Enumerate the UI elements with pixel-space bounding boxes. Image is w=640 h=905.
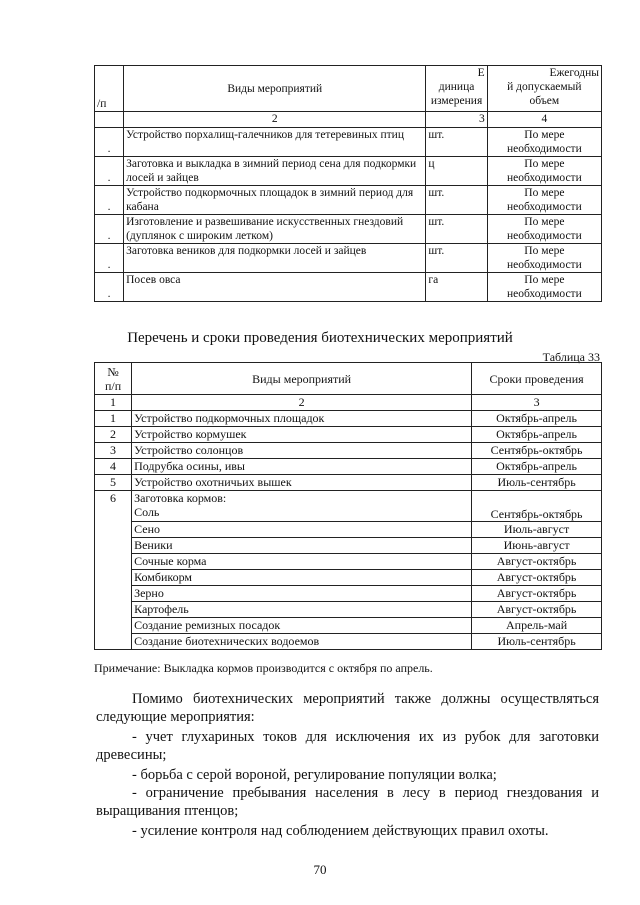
table-row: . Заготовка и выкладка в зимний период сена для подкормки лосей и зайцев ц По мере необходимости [95, 157, 602, 186]
table1-header-volume: Ежегодны й допускаемый объем [487, 66, 601, 112]
table-row: Сено Июль-август [95, 522, 602, 538]
table2-header-num: № п/п [95, 363, 132, 395]
table1-column-numbers: 2 3 4 [95, 112, 602, 128]
table-row: Веники Июнь-август [95, 538, 602, 554]
table-caption: Перечень и сроки проведения биотехнических мероприятий [127, 330, 513, 346]
table2-column-numbers: 1 2 3 [95, 395, 602, 411]
table-row: Создание ремизных посадок Апрель-май [95, 618, 602, 634]
table-row: 5 Устройство охотничьих вышек Июль-сентябрь [95, 475, 602, 491]
table2-header-row [95, 363, 602, 395]
table2-header-timing: Сроки проведения [472, 363, 602, 395]
table-row: 3 Устройство солонцов Сентябрь-октябрь [95, 443, 602, 459]
page-number: 70 [313, 862, 327, 877]
table-number: Таблица 33 [542, 350, 600, 364]
list-item: - учет глухариных токов для исключения их из рубок для заготовки древесины; [96, 729, 599, 763]
table-row: . Посев овса га По мере необходимости [95, 273, 602, 302]
activities-volume-table [94, 65, 602, 302]
table-row: . Заготовка веников для подкормки лосей и зайцев шт. По мере необходимости [95, 244, 602, 273]
list-item: - ограничение пребывания населения в лесу в период гнездования и выращивания птенцов; [96, 785, 599, 819]
table-row: . Устройство подкормочных площадок в зимний период для кабана шт. По мере необходимости [95, 186, 602, 215]
table-row: . Изготовление и развешивание искусственных гнездовий (дуплянок с широким летком) шт. По мере необходимости [95, 215, 602, 244]
table-row: Создание биотехнических водоемов Июль-сентябрь [95, 634, 602, 650]
table1-header-activity: Виды мероприятий [124, 66, 426, 112]
table-row: 1 Устройство подкормочных площадок Октябрь-апрель [95, 411, 602, 427]
table-row: Комбикорм Август-октябрь [95, 570, 602, 586]
table-note: Примечание: Выкладка кормов производится с октября по апрель. [94, 661, 433, 675]
table-row: 6 Заготовка кормов: Соль Сентябрь-октябрь [95, 491, 602, 522]
list-item: - усиление контроля над соблюдением действующих правил охоты. [132, 823, 549, 839]
table-row: 4 Подрубка осины, ивы Октябрь-апрель [95, 459, 602, 475]
table-row: Картофель Август-октябрь [95, 602, 602, 618]
body-paragraph: Помимо биотехнических мероприятий также должны осуществляться следующие мероприятия: [96, 691, 599, 725]
table-row: Зерно Август-октябрь [95, 586, 602, 602]
table1-header-row [95, 66, 602, 112]
table1-header-num: /п [95, 66, 124, 112]
table2-header-activity: Виды мероприятий [132, 363, 472, 395]
table-row: . Устройство порхалищ-галечников для тетеревиных птиц шт. По мере необходимости [95, 128, 602, 157]
activities-timing-table [94, 362, 602, 650]
table-row: Сочные корма Август-октябрь [95, 554, 602, 570]
list-item: - борьба с серой вороной, регулирование популяции волка; [132, 767, 497, 783]
table-row: 2 Устройство кормушек Октябрь-апрель [95, 427, 602, 443]
table1-header-unit: Е диница измерения [426, 66, 487, 112]
